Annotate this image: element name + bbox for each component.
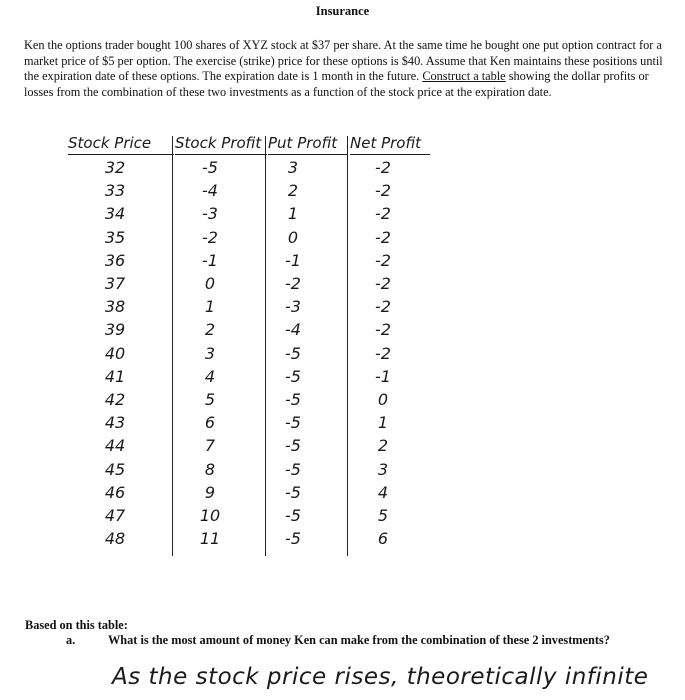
cell-stock-profit: -5 xyxy=(202,158,218,177)
cell-put-profit: -1 xyxy=(285,250,301,270)
cell-put-profit: -5 xyxy=(285,390,301,409)
cell-net-profit: -2 xyxy=(375,343,391,363)
cell-stock-profit: 5 xyxy=(204,390,216,409)
cell-stock-price: 40 xyxy=(104,343,126,363)
cell-put-profit: 2 xyxy=(287,181,299,201)
cell-put-profit: -3 xyxy=(285,297,301,317)
cell-stock-price: 41 xyxy=(104,366,126,386)
cell-stock-profit: -1 xyxy=(202,250,218,270)
cell-stock-profit: 7 xyxy=(204,436,216,456)
table-header-net-profit: Net Profit xyxy=(350,134,430,155)
cell-stock-profit: -2 xyxy=(202,227,218,247)
cell-stock-profit: 8 xyxy=(204,459,216,479)
cell-stock-price: 32 xyxy=(104,158,126,177)
cell-put-profit: -2 xyxy=(285,274,301,293)
table-header-stock-profit: Stock Profit xyxy=(175,134,267,155)
cell-stock-price: 48 xyxy=(104,529,126,549)
cell-put-profit: -5 xyxy=(285,413,301,433)
cell-net-profit: 6 xyxy=(377,529,389,549)
table-header-stock-price: Stock Price xyxy=(68,134,174,155)
cell-stock-price: 47 xyxy=(104,506,126,525)
problem-underlined-phrase: Construct a table xyxy=(422,69,506,83)
cell-stock-profit: 3 xyxy=(204,343,216,363)
column-divider xyxy=(172,136,173,556)
cell-put-profit: -5 xyxy=(285,506,301,525)
cell-put-profit: -4 xyxy=(285,320,301,340)
cell-stock-price: 42 xyxy=(104,390,126,409)
cell-stock-profit: 1 xyxy=(204,297,216,317)
cell-net-profit: 1 xyxy=(377,413,389,433)
cell-put-profit: 1 xyxy=(287,204,299,224)
cell-net-profit: 2 xyxy=(377,436,389,456)
cell-stock-price: 33 xyxy=(104,181,126,201)
cell-net-profit: -2 xyxy=(375,227,391,247)
cell-stock-price: 37 xyxy=(104,274,126,293)
cell-net-profit: -2 xyxy=(375,320,391,340)
cell-stock-price: 36 xyxy=(104,250,126,270)
cell-net-profit: -2 xyxy=(375,181,391,201)
cell-stock-profit: 11 xyxy=(199,529,221,549)
cell-put-profit: -5 xyxy=(285,436,301,456)
cell-net-profit: -2 xyxy=(375,250,391,270)
table-header-put-profit: Put Profit xyxy=(268,134,348,155)
problem-statement xyxy=(24,38,664,100)
cell-net-profit: -2 xyxy=(375,274,391,293)
cell-stock-profit: 10 xyxy=(199,506,221,525)
cell-net-profit: -2 xyxy=(375,297,391,317)
cell-stock-price: 38 xyxy=(104,297,126,317)
cell-stock-price: 44 xyxy=(104,436,126,456)
cell-put-profit: -5 xyxy=(285,529,301,549)
cell-stock-price: 43 xyxy=(104,413,126,433)
question-intro: Based on this table: xyxy=(25,618,128,632)
cell-net-profit: 3 xyxy=(377,459,389,479)
cell-put-profit: 3 xyxy=(287,158,299,177)
page-title: Insurance xyxy=(315,4,370,18)
column-divider xyxy=(265,136,266,556)
handwritten-answer: As the stock price rises, theoretically infinite xyxy=(112,664,649,690)
cell-net-profit: 5 xyxy=(377,506,389,525)
cell-stock-price: 46 xyxy=(104,482,126,502)
cell-stock-profit: 6 xyxy=(204,413,216,433)
cell-put-profit: -5 xyxy=(285,459,301,479)
cell-stock-price: 35 xyxy=(104,227,126,247)
problem-text-part2: showing the dollar profits or losses from the combination of these two investments as a function of the stock price at the expiration date. xyxy=(24,69,649,99)
cell-stock-price: 39 xyxy=(104,320,126,340)
cell-stock-profit: -3 xyxy=(202,204,218,224)
cell-put-profit: -5 xyxy=(285,366,301,386)
cell-net-profit: -2 xyxy=(375,204,391,224)
cell-stock-profit: 9 xyxy=(204,482,216,502)
question-letter: a. xyxy=(66,633,76,647)
question-text: What is the most amount of money Ken can make from the combination of these 2 investments? xyxy=(108,633,610,647)
problem-text-part1: Ken the options trader bought 100 shares of XYZ stock at $37 per share. At the same time he bought one put option contract for a market price of $5 per option. The exercise (strike) price for these options is $40. Assume that Ken maintains these positions until the expiration date of these options. The expiration date is 1 month in the future. xyxy=(24,38,663,83)
cell-put-profit: -5 xyxy=(285,343,301,363)
cell-net-profit: 0 xyxy=(377,390,389,409)
cell-stock-profit: 2 xyxy=(204,320,216,340)
cell-stock-profit: 4 xyxy=(204,366,216,386)
column-divider xyxy=(347,136,348,556)
cell-net-profit: -2 xyxy=(375,158,391,177)
cell-net-profit: -1 xyxy=(375,366,391,386)
cell-stock-profit: -4 xyxy=(202,181,218,201)
cell-stock-price: 34 xyxy=(104,204,126,224)
cell-net-profit: 4 xyxy=(377,482,389,502)
cell-stock-profit: 0 xyxy=(204,274,216,293)
cell-put-profit: 0 xyxy=(287,227,299,247)
cell-stock-price: 45 xyxy=(104,459,126,479)
cell-put-profit: -5 xyxy=(285,482,301,502)
